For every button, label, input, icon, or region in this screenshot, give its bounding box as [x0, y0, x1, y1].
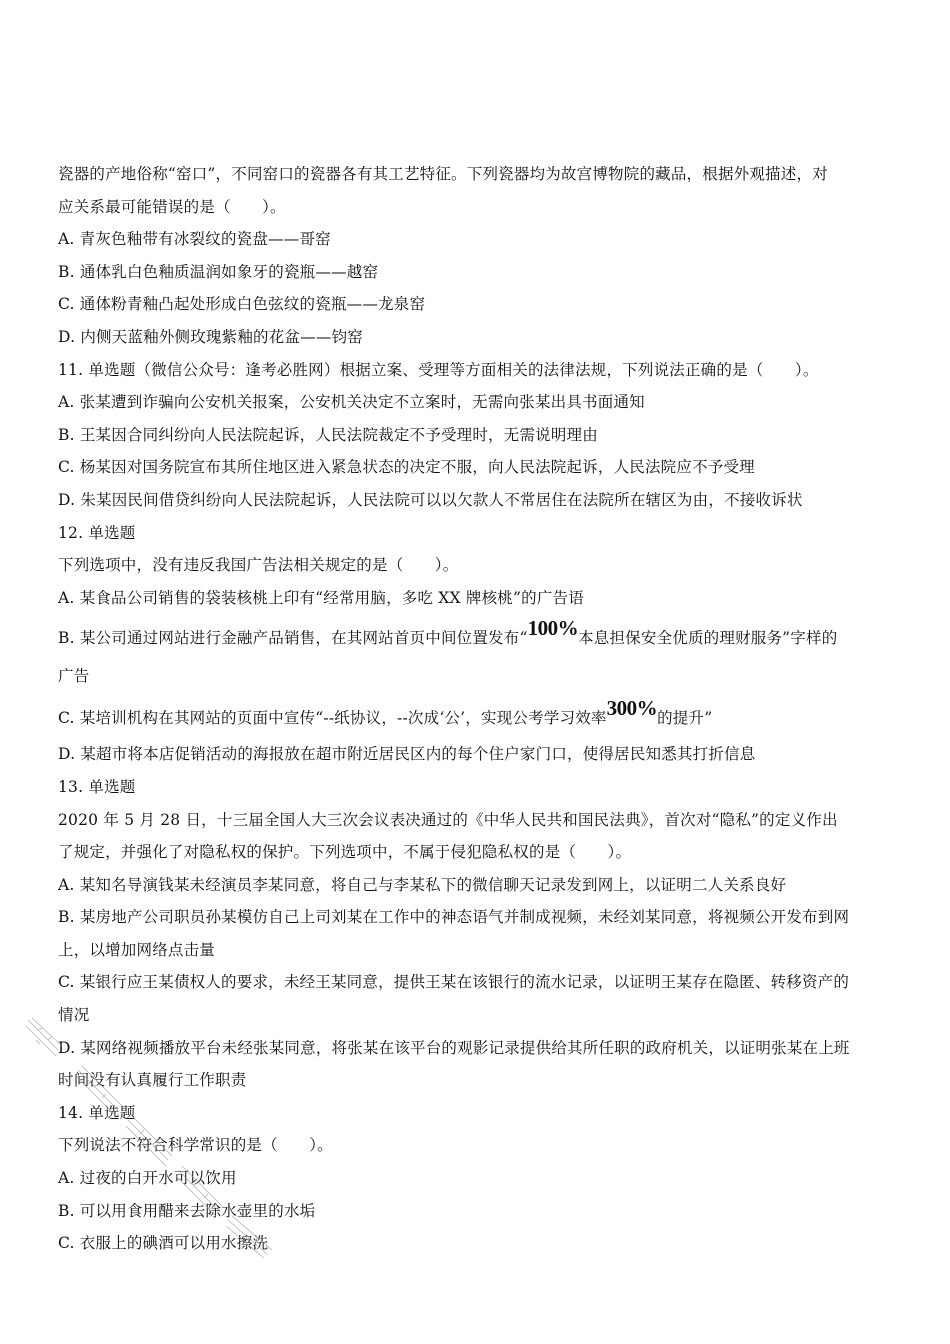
- q12-option-d: D. 某超市将本店促销活动的海报放在超市附近居民区内的每个住户家门口，使得居民知悉其打折信息: [58, 745, 756, 764]
- q12-option-b-post: 本息担保安全优质的理财服务”字样的: [578, 629, 838, 648]
- q10-stem-line-2: 应关系最可能错误的是（ ）。: [58, 197, 286, 216]
- q12-option-b-cont: 广告: [58, 667, 90, 686]
- q12-option-a: A. 某食品公司销售的袋装核桃上印有“经常用脑，多吃 XX 牌核桃”的广告语: [58, 588, 584, 607]
- q10-stem-line-1: 瓷器的产地俗称“窑口”，不同窑口的瓷器各有其工艺特征。下列瓷器均为故宫博物院的藏品，根据外观描述，对: [58, 165, 828, 183]
- q10-option-a: A. 青灰色釉带有冰裂纹的瓷盘——哥窑: [58, 230, 331, 249]
- q10-option-d: D. 内侧天蓝釉外侧玫瑰紫釉的花盆——钧窑: [58, 327, 363, 346]
- q11-option-c: C. 杨某因对国务院宣布其所住地区进入紧急状态的决定不服，向人民法院起诉，人民法院应不予受理: [58, 458, 755, 477]
- q12-option-b-percent: 100%: [527, 616, 579, 641]
- q13-option-c-line-2: 情况: [58, 1006, 90, 1025]
- q11-option-a: A. 张某遭到诈骗向公安机关报案，公安机关决定不立案时，无需向张某出具书面通知: [58, 393, 645, 412]
- document-page: [58, 158, 898, 1260]
- q13-stem-line-1: 2020 年 5 月 28 日，十三届全国人大三次会议表决通过的《中华人民共和国民法典》，首次对“隐私”的定义作出: [58, 810, 838, 829]
- q12-header: 12. 单选题: [58, 523, 136, 542]
- q13-header: 13. 单选题: [58, 777, 136, 796]
- q10-option-c: C. 通体粉青釉凸起处形成白色弦纹的瓷瓶——龙泉窑: [58, 295, 426, 314]
- q12-option-b: [58, 614, 898, 658]
- q13-option-d-line-1: D. 某网络视频播放平台未经张某同意，将张某在该平台的观影记录提供给其所任职的政府机关，以证明张某在上班: [58, 1038, 850, 1057]
- q13-option-a: A. 某知名导演钱某未经演员李某同意，将自己与李某私下的微信聊天记录发到网上，以证明二人关系良好: [58, 875, 787, 894]
- q14-option-c: C. 衣服上的碘酒可以用水擦洗: [58, 1234, 269, 1253]
- q14-stem: 下列说法不符合科学常识的是（ ）。: [58, 1136, 333, 1155]
- q12-option-b-pre: B. 某公司通过网站进行金融产品销售，在其网站首页中间位置发布“: [58, 629, 528, 648]
- q12-option-c: [58, 694, 898, 738]
- q10-option-b: B. 通体乳白色釉质温润如象牙的瓷瓶——越窑: [58, 262, 379, 281]
- q13-option-b-line-1: B. 某房地产公司职员孙某模仿自己上司刘某在工作中的神态语气并制成视频，未经刘某同意，将视频公开发布到网: [58, 908, 850, 927]
- q14-option-b: B. 可以用食用醋来去除水壶里的水垢: [58, 1201, 316, 1220]
- q11-option-b: B. 王某因合同纠纷向人民法院起诉，人民法院裁定不予受理时，无需说明理由: [58, 425, 598, 444]
- q11-header: 11. 单选题（微信公众号：逢考必胜网）根据立案、受理等方面相关的法律法规，下列说法正确的是（ ）。: [58, 360, 819, 379]
- q13-option-c-line-1: C. 某银行应王某债权人的要求，未经王某同意，提供王某在该银行的流水记录，以证明王某存在隐匿、转移资产的: [58, 973, 850, 992]
- q13-option-d-line-2: 时间没有认真履行工作职责: [58, 1071, 247, 1090]
- q12-stem: 下列选项中，没有违反我国广告法相关规定的是（ ）。: [58, 556, 459, 575]
- q12-option-c-pre: C. 某培训机构在其网站的页面中宣传“--纸协议，--次成‘公’，实现公考学习效率: [58, 709, 607, 728]
- q11-option-d: D. 朱某因民间借贷纠纷向人民法院起诉，人民法院可以以欠款人不常居住在法院所在辖区为由，不接收诉状: [58, 490, 803, 509]
- q12-option-c-post: 的提升”: [657, 709, 713, 728]
- q13-stem-line-2: 了规定，并强化了对隐私权的保护。下列选项中，不属于侵犯隐私权的是（ ）。: [58, 843, 632, 862]
- q12-option-c-percent: 300%: [606, 696, 658, 721]
- q14-option-a: A. 过夜的白开水可以饮用: [58, 1169, 237, 1188]
- q13-option-b-line-2: 上，以增加网络点击量: [58, 940, 216, 959]
- q14-header: 14. 单选题: [58, 1103, 136, 1122]
